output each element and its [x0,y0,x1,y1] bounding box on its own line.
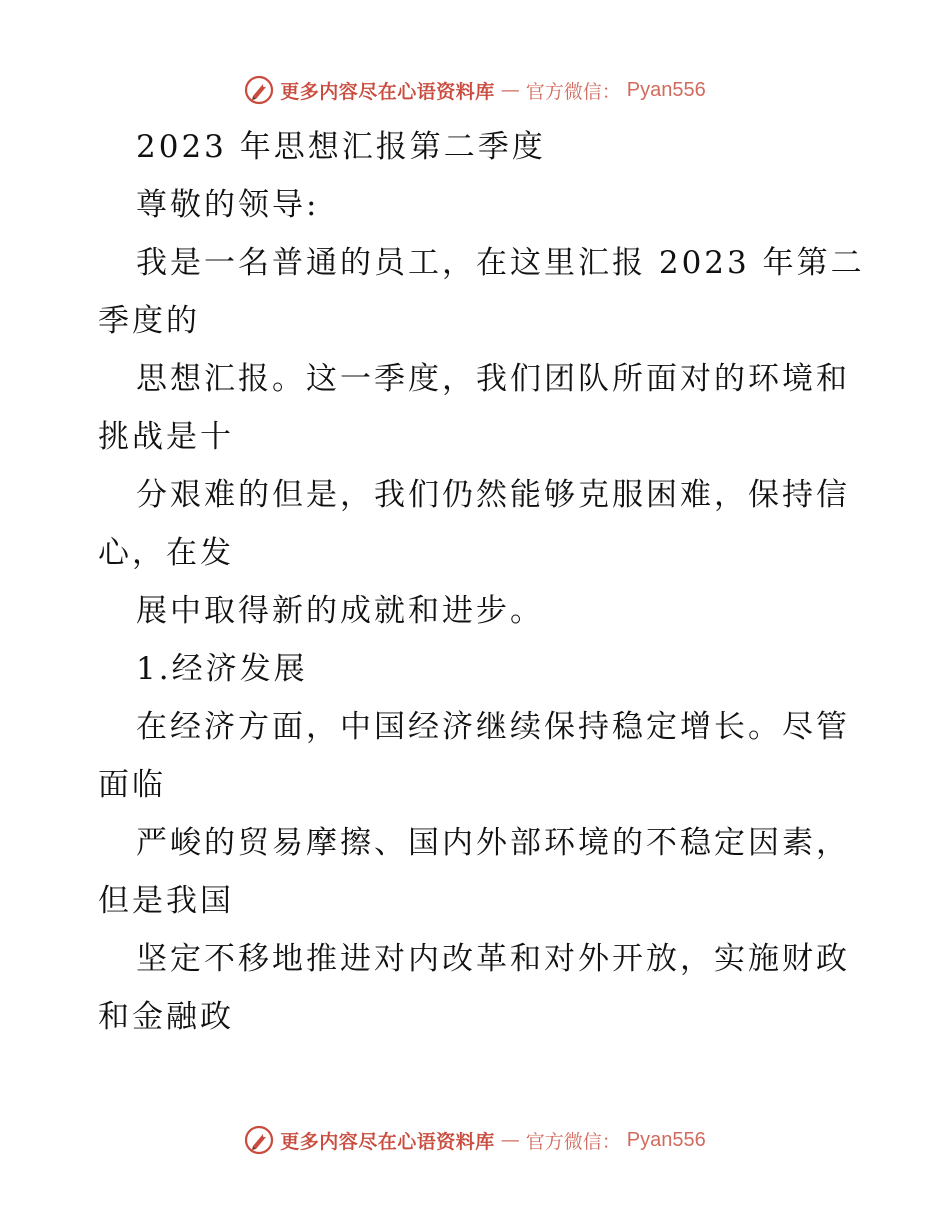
salutation: 尊敬的领导: [136,187,320,223]
banner-wechat-id: Pyan556 [626,78,706,101]
paragraph-line: 展中取得新的成就和进步。 [136,593,544,629]
paragraph-line: 但是我国 [98,883,234,919]
paragraph-line: 面临 [98,767,166,803]
paragraph-line: 分艰难的但是，我们仍然能够克服困难，保持信 [136,477,850,513]
paragraph-line: 思想汇报。这一季度，我们团队所面对的环境和 [136,361,850,397]
document-title: 2023 年思想汇报第二季度 [136,129,546,165]
document-body [98,118,865,1046]
paragraph-line: 在经济方面，中国经济继续保持稳定增长。尽管 [136,709,850,745]
banner-text: 更多内容尽在心语资料库 [280,80,495,103]
banner-separator: — [500,79,520,101]
banner-separator: — [500,1129,520,1151]
paragraph-line: 严峻的贸易摩擦、国内外部环境的不稳定因素， [136,825,850,861]
paragraph-line: 坚定不移地推进对内改革和对外开放，实施财政 [136,941,850,977]
banner-wechat-label: 官方微信： [525,80,621,103]
paragraph-line: 和金融政 [98,999,234,1035]
footer-banner [0,1120,950,1160]
section-heading: 1.经济发展 [136,651,308,687]
paragraph-line: 挑战是十 [98,419,234,455]
banner-wechat-id: Pyan556 [626,1128,706,1151]
banner-text: 更多内容尽在心语资料库 [280,1130,495,1153]
paragraph-line: 季度的 [98,303,200,339]
banner-wechat-label: 官方微信： [525,1130,621,1153]
pen-logo-icon [244,1125,274,1155]
paragraph-line: 我是一名普通的员工，在这里汇报 2023 年第二 [136,245,865,281]
paragraph-line: 心，在发 [98,535,234,571]
header-banner [0,70,950,110]
pen-logo-icon [244,75,274,105]
